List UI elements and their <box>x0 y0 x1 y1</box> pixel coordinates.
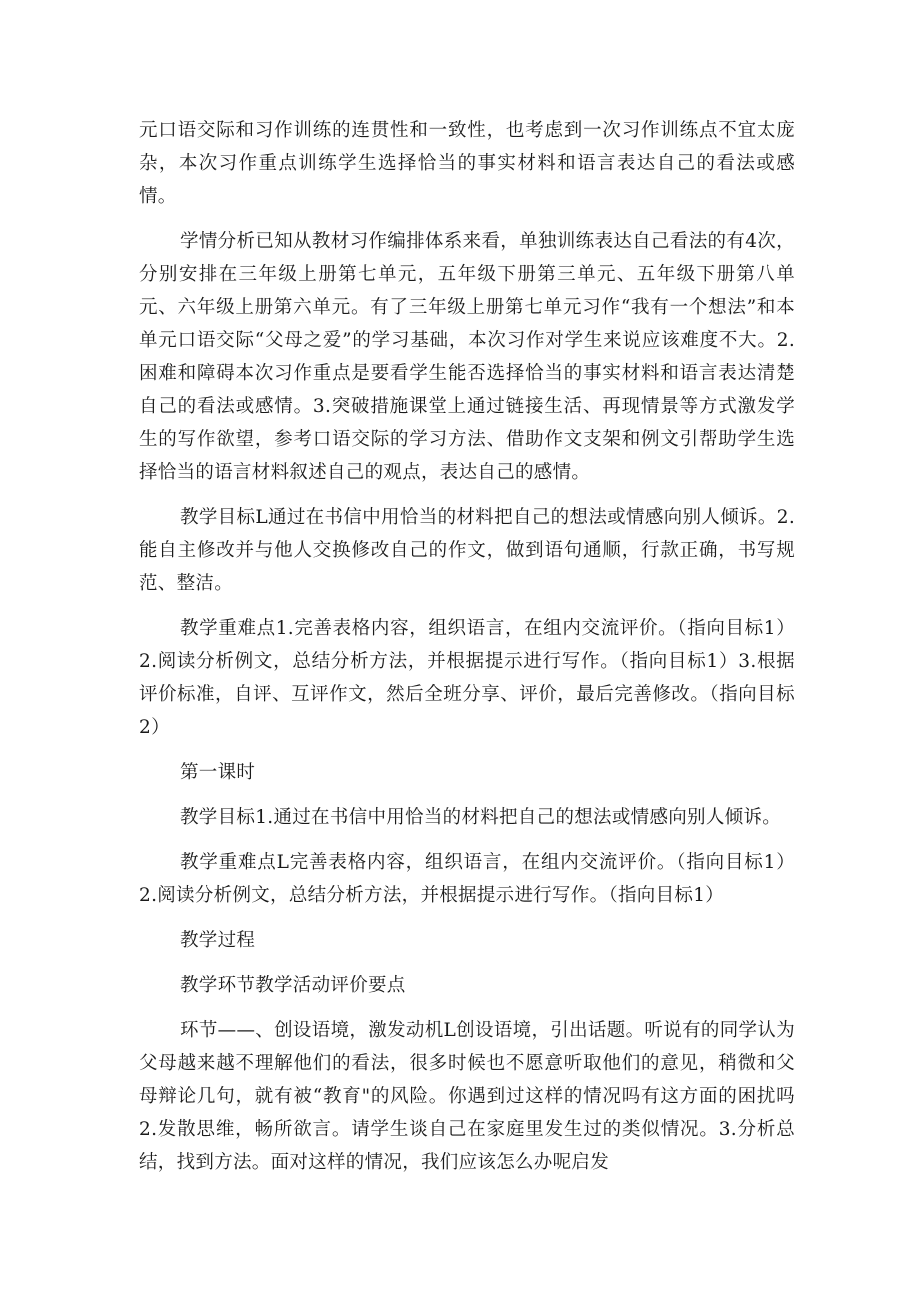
paragraph-teaching-goals: 教学目标L通过在书信中用恰当的材料把自己的想法或情感向别人倾诉。2.能自主修改并与他人交换修改自己的作文，做到语句通顺，行款正确，书写规范、整洁。 <box>139 507 795 594</box>
paragraph-key-difficulties: 教学重难点1.完善表格内容，组织语言，在组内交流评价。（指向目标1）2.阅读分析例文，总结分析方法，并根据提示进行写作。（指向目标1）3.根据评价标准，自评、互评作文，然后全班分享、评价，最后完善修改。（指向目标2） <box>139 618 795 738</box>
section-heading-teaching-process: 教学过程 <box>180 930 256 951</box>
table-header-row: 教学环节教学活动评价要点 <box>180 975 406 996</box>
paragraph-student-analysis: 学情分析已知从教材习作编排体系来看，单独训练表达自己看法的有4次，分别安排在三年级上册第七单元，五年级下册第三单元、五年级下册第八单元、六年级上册第六单元。有了三年级上册第七单元习作“我有一个想法”和本单元口语交际“父母之爱”的学习基础，本次习作对学生来说应该难度不大。2.困难和障碍本次习作重点是要看学生能否选择恰当的事实材料和语言表达清楚自己的看法或感情。3.突破措施课堂上通过链接生活、再现情景等方式激发学生的写作欲望，参考口语交际的学习方法、借助作文支架和例文引帮助学生选择恰当的语言材料叙述自己的观点，表达自己的感情。 <box>139 231 795 483</box>
paragraph-step-one: 环节——、创设语境，激发动机L创设语境，引出话题。听说有的同学认为父母越来越不理解他们的看法，很多时候也不愿意听取他们的意见，稍微和父母辩论几句，就有被“教育"的风险。你遇到过这样的情况吗有这方面的困扰吗2.发散思维，畅所欲言。请学生谈自己在家庭里发生过的类似情况。3.分析总结，找到方法。面对这样的情况，我们应该怎么办呢启发 <box>139 1020 795 1173</box>
paragraph-intro-continuation: 元口语交际和习作训练的连贯性和一致性，也考虑到一次习作训练点不宜太庞杂，本次习作重点训练学生选择恰当的事实材料和语言表达自己的看法或感情。 <box>139 120 795 207</box>
section-heading-first-lesson: 第一课时 <box>180 762 256 783</box>
document-body <box>139 114 795 1179</box>
paragraph-lesson-goal: 教学目标1.通过在书信中用恰当的材料把自己的想法或情感向别人倾诉。 <box>180 807 782 828</box>
paragraph-lesson-difficulties: 教学重难点L完善表格内容，组织语言，在组内交流评价。（指向目标1）2.阅读分析例文，总结分析方法，并根据提示进行写作。（指向目标1） <box>139 852 795 906</box>
